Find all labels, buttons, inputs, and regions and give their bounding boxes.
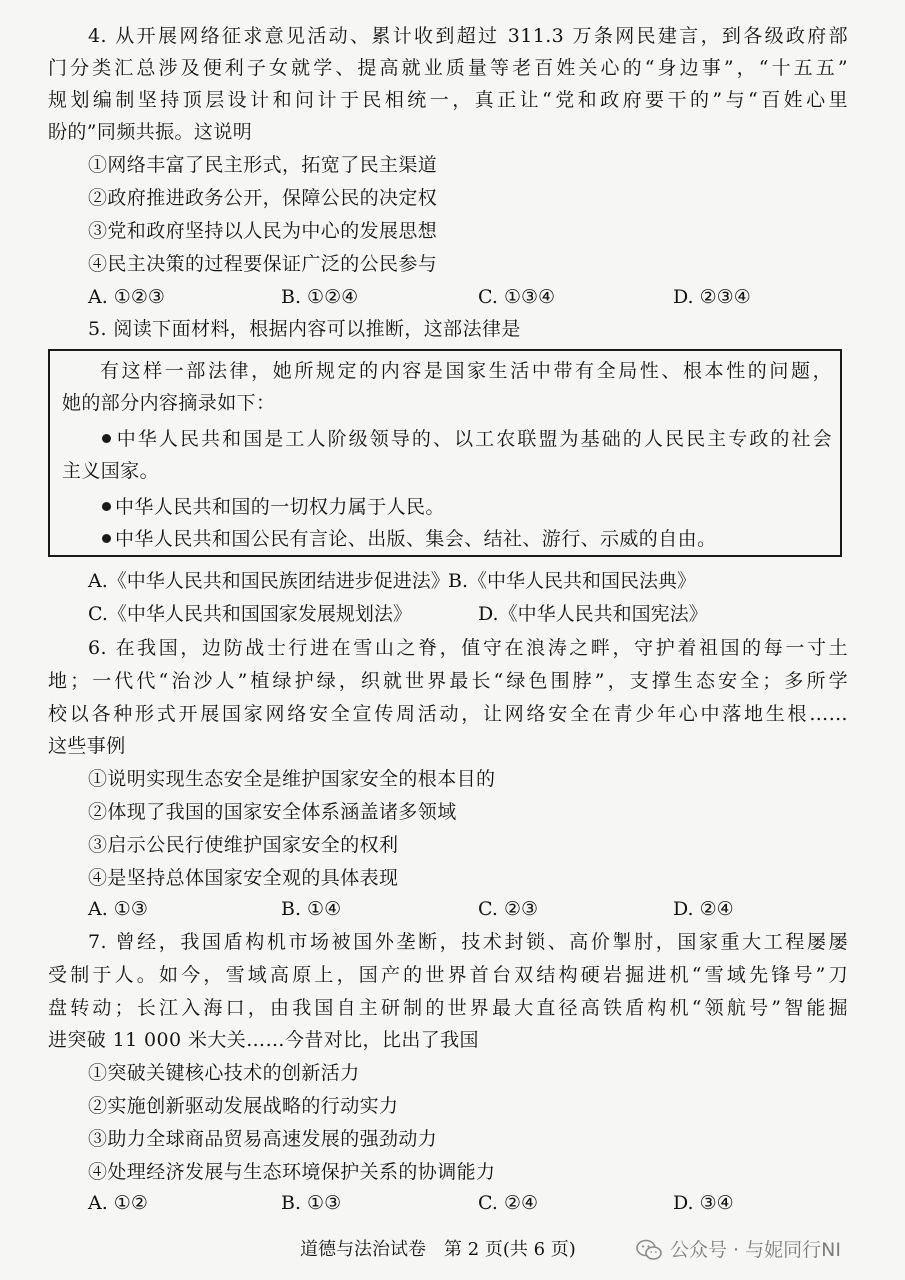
q7-option-a[interactable]: A. ①②	[88, 1192, 148, 1214]
q7-option-c[interactable]: C. ②④	[478, 1192, 539, 1214]
q6-statement-1: ①说明实现生态安全是维护国家安全的根本目的	[88, 768, 496, 790]
q5-stem: 5. 阅读下面材料，根据内容可以推断，这部法律是	[88, 318, 521, 340]
q5-options-row-2	[88, 598, 848, 630]
q7-option-b[interactable]: B. ①③	[281, 1192, 342, 1214]
q4-statement-2: ②政府推进政务公开，保障公民的决定权	[88, 187, 438, 209]
q6-statement-3: ③启示公民行使维护国家安全的权利	[88, 834, 399, 856]
watermark-text: 公众号 · 与妮同行NI	[670, 1239, 841, 1261]
q4-stem-line-4: 盼的”同频共振。这说明	[48, 121, 253, 143]
q4-statement-3: ③党和政府坚持以人民为中心的发展思想	[88, 220, 438, 242]
q7-statement-4: ④处理经济发展与生态环境保护关系的协调能力	[88, 1161, 496, 1183]
footer-page-info: 道德与法治试卷 第 2 页(共 6 页)	[300, 1239, 576, 1260]
q5-material-bullet-1-line-1: 中华人民共和国是工人阶级领导的、以工农联盟为基础的人民民主专政的社会	[102, 423, 832, 455]
q5-option-c[interactable]: C.《中华人民共和国国家发展规划法》	[88, 603, 412, 625]
q7-stem-line-3: 盘转动；长江入海口，由我国自主研制的世界最大直径高铁盾构机“领航号”智能掘	[48, 997, 848, 1019]
wechat-icon	[636, 1239, 662, 1261]
q5-option-a[interactable]: A.《中华人民共和国民族团结进步促进法》	[88, 570, 450, 592]
q4-stem-line-3: 规划编制坚持顶层设计和问计于民相统一，真正让“党和政府要干的”与“百姓心里	[48, 89, 848, 111]
q6-stem-line-1: 6. 在我国，边防战士行进在雪山之脊，值守在浪涛之畔，守护着祖国的每一寸土	[88, 637, 848, 659]
q6-option-c[interactable]: C. ②③	[478, 898, 539, 920]
q6-option-b[interactable]: B. ①④	[281, 898, 342, 920]
q7-stem-line-4: 进突破 11 000 米大关……今昔对比，比出了我国	[48, 1029, 479, 1051]
q5-material-intro-1: 有这样一部法律，她所规定的内容是国家生活中带有全局性、根本性的问题，	[100, 360, 832, 382]
q7-stem-line-1: 7. 曾经，我国盾构机市场被国外垄断，技术封锁、高价掣肘，国家重大工程屡屡	[88, 931, 848, 953]
q5-material-bullet-3: 中华人民共和国公民有言论、出版、集会、结社、游行、示威的自由。	[102, 523, 716, 555]
q4-option-c[interactable]: C. ①③④	[478, 286, 556, 308]
bullet-dot-icon	[102, 502, 111, 511]
q5-option-b[interactable]: B.《中华人民共和国民法典》	[448, 570, 697, 592]
q4-stem-line-2: 门分类汇总涉及便利子女就学、提高就业质量等老百姓关心的“身边事”，“十五五”	[48, 57, 848, 79]
q5-material-bullet-1-line-2: 主义国家。	[62, 460, 160, 482]
q5-material-bullet-2: 中华人民共和国的一切权力属于人民。	[102, 491, 445, 523]
q6-stem-line-4: 这些事例	[48, 735, 126, 757]
q6-option-a[interactable]: A. ①③	[88, 898, 148, 920]
bullet-dot-icon	[102, 534, 111, 543]
q4-statement-4: ④民主决策的过程要保证广泛的公民参与	[88, 253, 438, 275]
q6-options	[88, 893, 848, 925]
q7-option-d[interactable]: D. ③④	[673, 1192, 734, 1214]
q7-statement-3: ③助力全球商品贸易高速发展的强劲动力	[88, 1128, 438, 1150]
q6-option-d[interactable]: D. ②④	[673, 898, 734, 920]
watermark	[636, 1236, 841, 1264]
q7-statement-2: ②实施创新驱动发展战略的行动实力	[88, 1095, 399, 1117]
q6-statement-2: ②体现了我国的国家安全体系涵盖诸多领域	[88, 801, 457, 823]
q5-material-intro-2: 她的部分内容摘录如下：	[62, 392, 276, 414]
q7-options	[88, 1187, 848, 1219]
bullet-dot-icon	[102, 434, 111, 443]
q6-stem-line-2: 地；一代代“治沙人”植绿护绿，织就世界最长“绿色围脖”，支撑生态安全；多所学	[48, 670, 848, 692]
q7-stem-line-2: 受制于人。如今，雪域高原上，国产的世界首台双结构硬岩掘进机“雪域先锋号”刀	[48, 964, 848, 986]
q4-options	[88, 281, 848, 313]
q5-option-d[interactable]: D.《中华人民共和国宪法》	[478, 603, 708, 625]
q5-options-row-1	[88, 565, 848, 597]
q6-stem-line-3: 校以各种形式开展国家网络安全宣传周活动，让网络安全在青少年心中落地生根……	[48, 703, 848, 725]
q5-material-box	[48, 349, 842, 557]
q4-option-a[interactable]: A. ①②③	[88, 286, 165, 308]
q7-statement-1: ①突破关键核心技术的创新活力	[88, 1062, 360, 1084]
q4-statement-1: ①网络丰富了民主形式，拓宽了民主渠道	[88, 154, 438, 176]
q4-option-d[interactable]: D. ②③④	[673, 286, 751, 308]
q4-stem-line-1: 4. 从开展网络征求意见活动、累计收到超过 311.3 万条网民建言，到各级政府部	[88, 25, 848, 47]
q6-statement-4: ④是坚持总体国家安全观的具体表现	[88, 867, 399, 889]
q4-option-b[interactable]: B. ①②④	[281, 286, 359, 308]
